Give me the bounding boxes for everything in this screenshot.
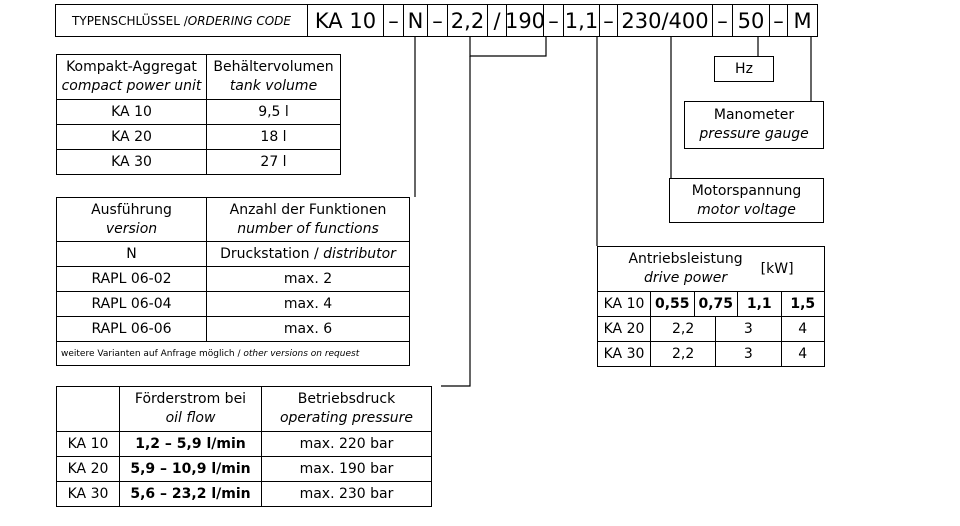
table-row: KA 10 1,2 – 5,9 l/min max. 220 bar [57,432,432,457]
table-row: KA 20 2,2 3 4 [598,317,825,342]
motor-label-de: Motorspannung [691,182,802,199]
code-segment-unit: KA 10 [308,4,384,37]
code-segment-gauge: M [788,4,818,37]
table-row: KA 30 27 l [57,150,341,175]
table-row: KA 10 9,5 l [57,100,341,125]
version-table: Ausführung version Anzahl der Funktionen number of functions N Druckstation / distributor RAPL 06-02 max. 2 RAPL 06-04 max. 4 RAPL 06-06 max. 6 weitere Varianten auf Anfrage möglich / other versions on request [56,197,410,366]
code-segment-power: 1,1 [564,4,600,37]
tank-volume-table: Kompakt-Aggregat compact power unit Behältervolumen tank volume KA 10 9,5 l KA 20 18 l KA 30 27 l [56,54,341,175]
table-row: KA 30 2,2 3 4 [598,342,825,367]
manometer-label-en: pressure gauge [699,126,809,142]
code-segment-pressure: 190 [507,4,544,37]
version-footnote: weitere Varianten auf Anfrage möglich / other versions on request [57,342,410,366]
code-separator: / [488,4,507,37]
code-separator: – [384,4,404,37]
code-separator: – [770,4,788,37]
table-row: KA 20 18 l [57,125,341,150]
motor-voltage-box [669,178,824,223]
ordering-code-bar [55,4,818,37]
table-row: RAPL 06-06 max. 6 [57,317,410,342]
table-row: KA 30 5,6 – 23,2 l/min max. 230 bar [57,482,432,507]
table-row: KA 20 5,9 – 10,9 l/min max. 190 bar [57,457,432,482]
code-separator: – [600,4,618,37]
code-separator: – [428,4,448,37]
table-row: RAPL 06-04 max. 4 [57,292,410,317]
motor-label-en: motor voltage [697,201,796,218]
hz-box: Hz [714,56,774,82]
manometer-box [684,101,824,149]
manometer-label-de: Manometer [713,107,795,123]
connector-flow-down [441,56,470,386]
code-separator: – [544,4,564,37]
drive-power-table: Antriebsleistung drive power [kW] KA 10 0,55 0,75 1,1 1,5 KA 20 2,2 3 4 KA 30 2,2 3 4 [597,246,825,367]
code-segment-voltage: 230/400 [618,4,713,37]
table-row: RAPL 06-02 max. 2 [57,267,410,292]
flow-pressure-table: Förderstrom bei oil flow Betriebsdruck operating pressure KA 10 1,2 – 5,9 l/min max. 220 bar KA 20 5,9 – 10,9 l/min max. 190 bar KA 30 5,6 – 23,2 l/min max. 230 bar [56,386,432,507]
code-separator: – [713,4,733,37]
connector-flow [470,37,546,56]
table-row: KA 10 0,55 0,75 1,1 1,5 [598,292,825,317]
code-segment-version: N [404,4,428,37]
ordering-code-label: TYPENSCHLÜSSEL / ORDERING CODE [55,4,308,37]
code-segment-flow: 2,2 [448,4,488,37]
code-segment-frequency: 50 [733,4,770,37]
table-row: N Druckstation / distributor [57,242,410,267]
